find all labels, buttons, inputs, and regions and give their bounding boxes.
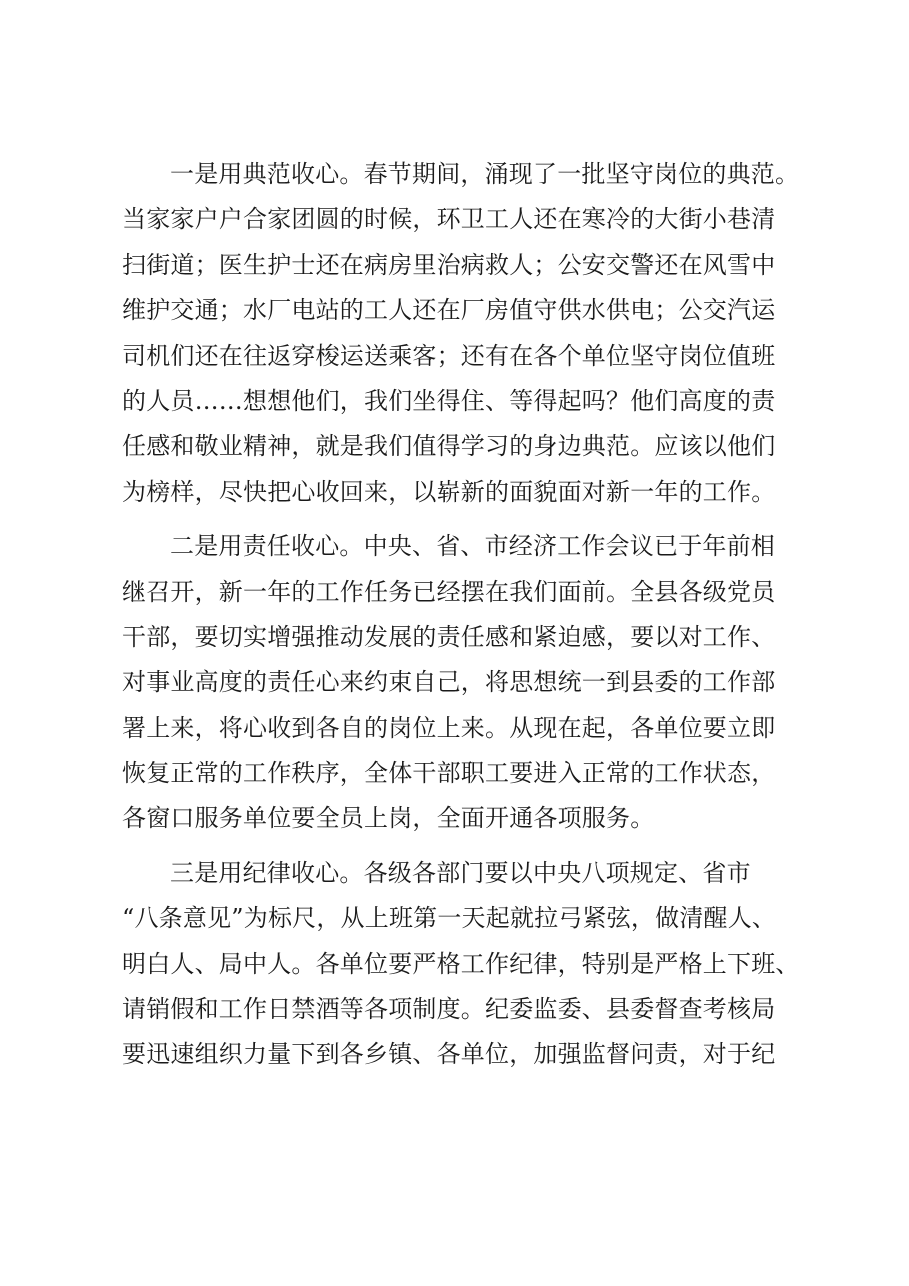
paragraph-line: 继召开，新一年的工作任务已经摆在我们面前。全县各级党员 bbox=[122, 577, 776, 606]
paragraph-3 bbox=[122, 851, 802, 1078]
paragraph-line: 干部，要切实增强推动发展的责任感和紧迫感，要以对工作、 bbox=[122, 622, 776, 651]
paragraph-line: 扫街道；医生护士还在病房里治病救人；公安交警还在风雪中 bbox=[122, 250, 776, 279]
paragraph-1 bbox=[122, 152, 802, 515]
paragraph-line: 对事业高度的责任心来约束自己，将思想统一到县委的工作部 bbox=[122, 668, 776, 697]
document-body bbox=[122, 152, 802, 1078]
paragraph-2 bbox=[122, 524, 802, 842]
paragraph-line: 任感和敬业精神，就是我们值得学习的身边典范。应该以他们 bbox=[122, 432, 776, 461]
paragraph-line: 明白人、局中人。各单位要严格工作纪律，特别是严格上下班、 bbox=[122, 949, 800, 978]
paragraph-line: 二是用责任收心。中央、省、市经济工作会议已于年前相 bbox=[170, 532, 775, 561]
paragraph-line: 为榜样，尽快把心收回来，以崭新的面貌面对新一年的工作。 bbox=[122, 477, 776, 506]
paragraph-line: 司机们还在往返穿梭运送乘客；还有在各个单位坚守岗位值班 bbox=[122, 341, 776, 370]
paragraph-line: 要迅速组织力量下到各乡镇、各单位，加强监督问责，对于纪 bbox=[122, 1040, 776, 1069]
paragraph-line: 一是用典范收心。春节期间，涌现了一批坚守岗位的典范。 bbox=[170, 160, 800, 188]
paragraph-line: 维护交通；水厂电站的工人还在厂房值守供水供电；公交汽运 bbox=[122, 296, 776, 325]
paragraph-line: 的人员……想想他们，我们坐得住、等得起吗？他们高度的责 bbox=[122, 386, 776, 415]
paragraph-line: 各窗口服务单位要全员上岗，全面开通各项服务。 bbox=[122, 804, 655, 833]
paragraph-line: 署上来，将心收到各自的岗位上来。从现在起，各单位要立即 bbox=[122, 713, 776, 742]
paragraph-line: 恢复正常的工作秩序，全体干部职工要进入正常的工作状态， bbox=[122, 759, 776, 788]
paragraph-line: “八条意见”为标尺，从上班第一天起就拉弓紧弦，做清醒人、 bbox=[122, 904, 777, 933]
paragraph-line: 请销假和工作日禁酒等各项制度。纪委监委、县委督查考核局 bbox=[122, 995, 776, 1024]
paragraph-line: 当家家户户合家团圆的时候，环卫工人还在寒冷的大街小巷清 bbox=[122, 205, 776, 234]
paragraph-line: 三是用纪律收心。各级各部门要以中央八项规定、省市 bbox=[170, 858, 751, 887]
